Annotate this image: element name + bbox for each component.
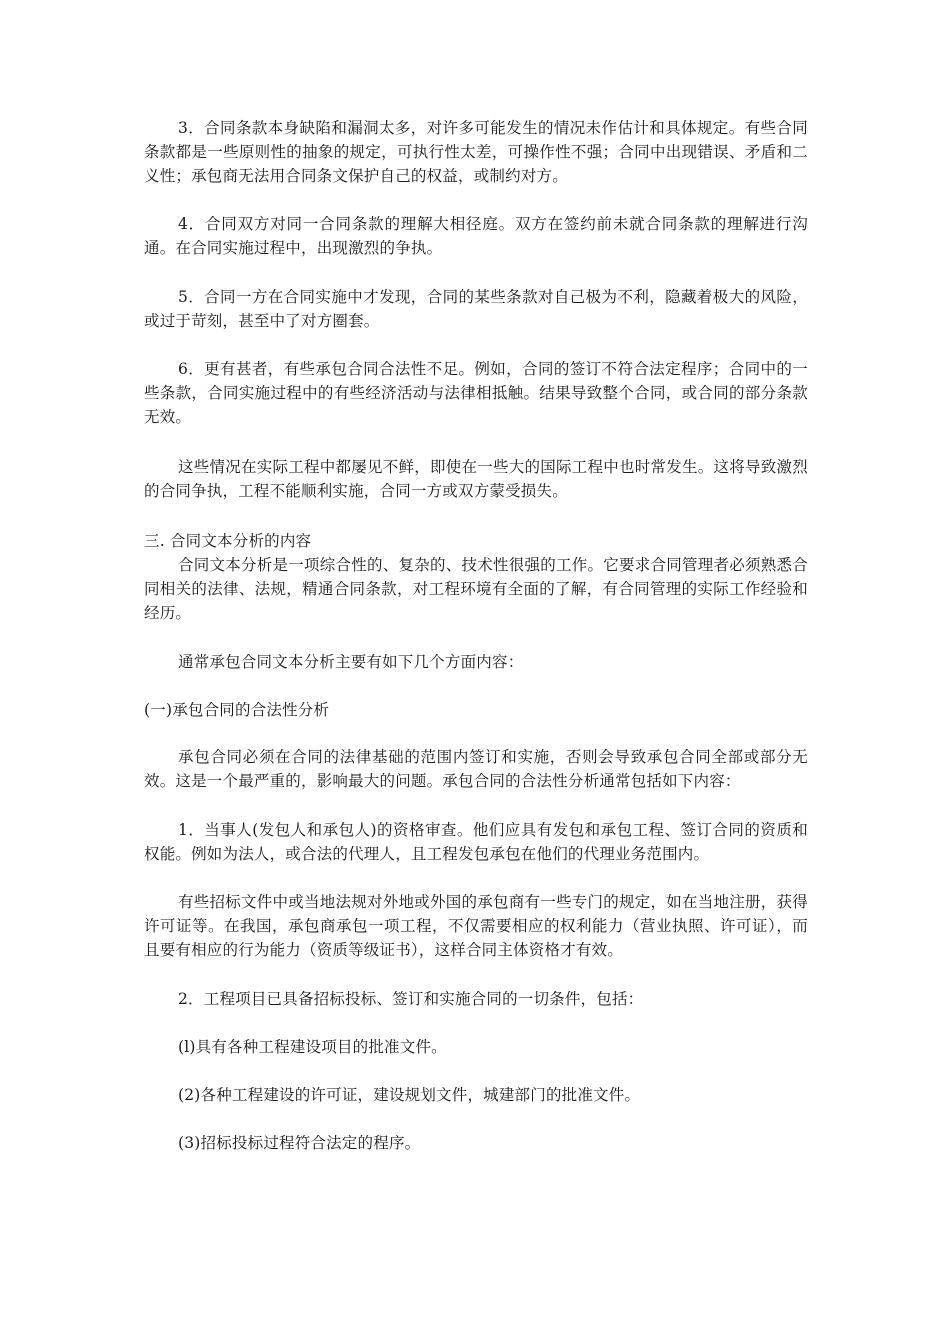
paragraph-summary: 这些情况在实际工程中都屡见不鲜，即使在一些大的国际工程中也时常发生。这将导致激烈的合同争执，工程不能顺利实施，合同一方或双方蒙受损失。: [144, 458, 808, 500]
paragraph-item-1: 1．当事人(发包人和承包人)的资格审查。他们应具有发包和承包工程、签订合同的资质和权能。例如为法人，或合法的代理人，且工程发包承包在他们的代理业务范围内。: [144, 821, 808, 863]
list-item-3: (3)招标投标过程符合法定的程序。: [178, 1134, 421, 1152]
paragraph-item-6: 6．更有甚者，有些承包合同合法性不足。例如，合同的签订不符合法定程序；合同中的一些条款，合同实施过程中的有些经济活动与法律相抵触。结果导致整个合同，或合同的部分条款无效。: [144, 360, 808, 426]
paragraph-item-4: 4．合同双方对同一合同条款的理解大相径庭。双方在签约前未就合同条款的理解进行沟通。在合同实施过程中，出现激烈的争执。: [144, 215, 808, 257]
section-heading-3: 三. 合同文本分析的内容: [144, 532, 312, 550]
list-item-1: (l)具有各种工程建设项目的批准文件。: [178, 1038, 447, 1056]
subsection-heading-1: (一)承包合同的合法性分析: [144, 701, 330, 719]
paragraph-intro: 合同文本分析是一项综合性的、复杂的、技术性很强的工作。它要求合同管理者必须熟悉合同相关的法律、法规，精通合同条款，对工程环境有全面的了解，有合同管理的实际工作经验和经历。: [144, 556, 808, 622]
paragraph-item-5: 5．合同一方在合同实施中才发现，合同的某些条款对自己极为不利，隐藏着极大的风险，或过于苛刻，甚至中了对方圈套。: [144, 288, 808, 330]
paragraph-foreign-rules: 有些招标文件中或当地法规对外地或外国的承包商有一些专门的规定，如在当地注册，获得许可证等。在我国，承包商承包一项工程，不仅需要相应的权利能力（营业执照、许可证），而且要有相应的行为能力（资质等级证书），这样合同主体资格才有效。: [144, 893, 808, 959]
list-item-2: (2)各种工程建设的许可证，建设规划文件，城建部门的批准文件。: [178, 1086, 641, 1104]
paragraph-overview: 通常承包合同文本分析主要有如下几个方面内容：: [178, 653, 524, 671]
paragraph-item-3: 3．合同条款本身缺陷和漏洞太多，对许多可能发生的情况未作估计和具体规定。有些合同条款都是一些原则性的抽象的规定，可执行性太差，可操作性不强；合同中出现错误、矛盾和二义性；承包商无法用合同条文保护自己的权益，或制约对方。: [144, 119, 808, 185]
paragraph-legality: 承包合同必须在合同的法律基础的范围内签订和实施，否则会导致承包合同全部或部分无效。这是一个最严重的，影响最大的问题。承包合同的合法性分析通常包括如下内容：: [144, 748, 808, 790]
paragraph-item-2: 2．工程项目已具备招标投标、签订和实施合同的一切条件，包括：: [178, 990, 644, 1008]
